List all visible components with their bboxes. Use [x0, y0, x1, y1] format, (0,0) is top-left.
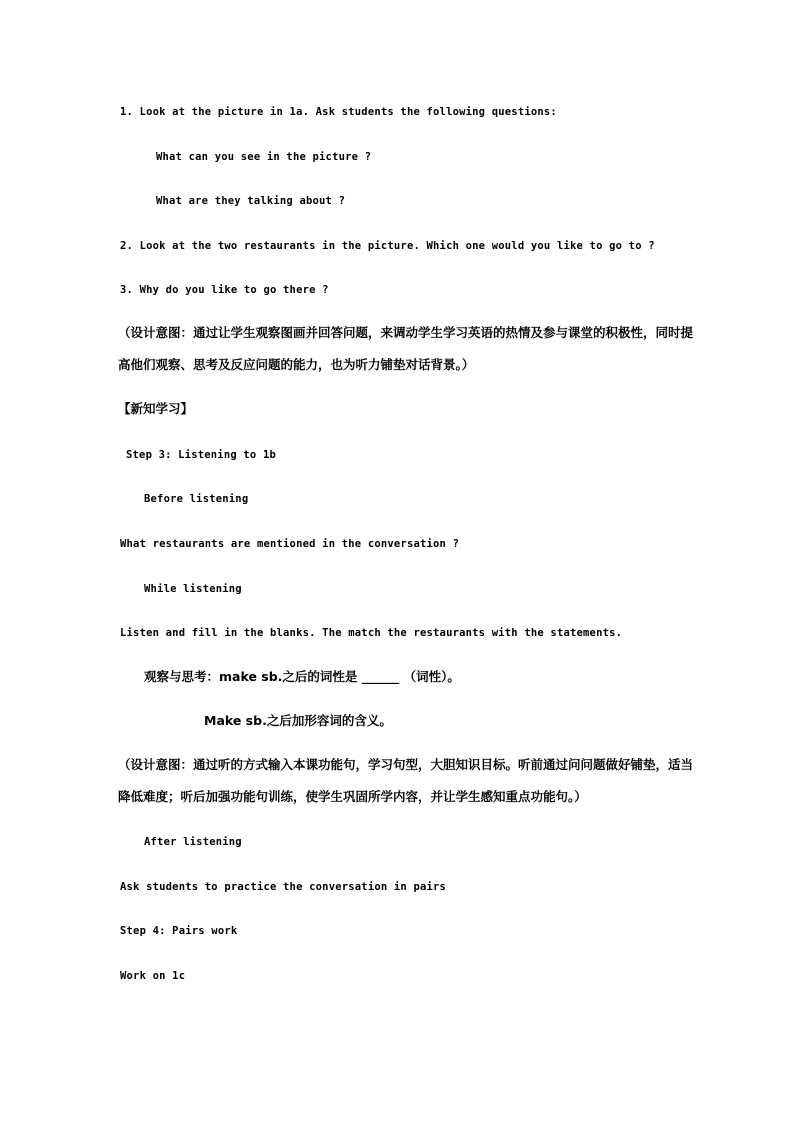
- step-3-heading: Step 3: Listening to 1b: [126, 449, 276, 461]
- question-1b: What are they talking about ?: [156, 195, 346, 207]
- before-listening-heading: Before listening: [144, 493, 249, 505]
- question-1: 1. Look at the picture in 1a. Ask students the following questions:: [120, 106, 557, 118]
- make-sb-adjective-note: Make sb.之后加形容词的含义。: [204, 713, 392, 728]
- design-intent-1-line2: 高他们观察、思考及反应问题的能力，也为听力铺垫对话背景。）: [118, 357, 475, 372]
- after-listening-heading: After listening: [144, 836, 242, 848]
- section-heading: 【新知学习】: [118, 401, 194, 416]
- design-intent-2-line1: （设计意图：通过听的方式输入本课功能句，学习句型，大胆知识目标。听前通过问问题做好铺垫，适当: [118, 757, 694, 772]
- before-listening-question: What restaurants are mentioned in the conversation ?: [120, 538, 460, 550]
- design-intent-2-line2: 降低难度；听后加强功能句训练，使学生巩固所学内容，并让学生感知重点功能句。）: [118, 789, 587, 804]
- while-listening-heading: While listening: [144, 583, 242, 595]
- design-intent-1-line1: （设计意图：通过让学生观察图画并回答问题，来调动学生学习英语的热情及参与课堂的积极性，同时提: [118, 325, 694, 340]
- question-1a: What can you see in the picture ?: [156, 151, 372, 163]
- question-3: 3. Why do you like to go there ?: [120, 284, 329, 296]
- observe-think-prompt: 观察与思考：make sb.之后的词性是 ______ （词性）。: [144, 669, 460, 684]
- while-listening-task: Listen and fill in the blanks. The match the restaurants with the statements.: [120, 627, 623, 639]
- question-2: 2. Look at the two restaurants in the picture. Which one would you like to go to ?: [120, 240, 655, 252]
- after-listening-task: Ask students to practice the conversation in pairs: [120, 881, 447, 893]
- work-on-1c: Work on 1c: [120, 970, 186, 982]
- step-4-heading: Step 4: Pairs work: [120, 925, 238, 937]
